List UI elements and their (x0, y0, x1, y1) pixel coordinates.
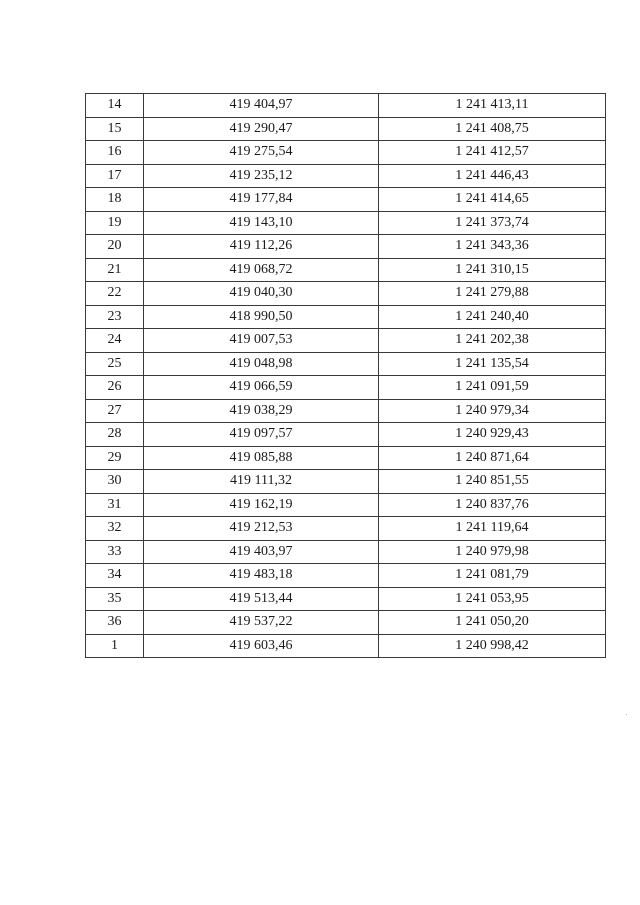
point-number-cell: 1 (86, 634, 144, 658)
table-row (86, 564, 606, 588)
table-row (86, 517, 606, 541)
point-number-cell: 30 (86, 470, 144, 494)
x-coordinate-cell: 419 143,10 (144, 211, 379, 235)
table-row (86, 305, 606, 329)
point-number-cell: 18 (86, 188, 144, 212)
point-number-cell: 28 (86, 423, 144, 447)
table-row (86, 282, 606, 306)
point-number-cell: 21 (86, 258, 144, 282)
y-coordinate-cell: 1 241 053,95 (379, 587, 606, 611)
y-coordinate-cell: 1 241 412,57 (379, 141, 606, 165)
point-number-cell: 16 (86, 141, 144, 165)
point-number-cell: 14 (86, 94, 144, 118)
x-coordinate-cell: 419 235,12 (144, 164, 379, 188)
point-number-cell: 20 (86, 235, 144, 259)
x-coordinate-cell: 418 990,50 (144, 305, 379, 329)
point-number-cell: 29 (86, 446, 144, 470)
y-coordinate-cell: 1 241 119,64 (379, 517, 606, 541)
point-number-cell: 34 (86, 564, 144, 588)
y-coordinate-cell: 1 241 413,11 (379, 94, 606, 118)
y-coordinate-cell: 1 241 202,38 (379, 329, 606, 353)
point-number-cell: 32 (86, 517, 144, 541)
x-coordinate-cell: 419 404,97 (144, 94, 379, 118)
table-row (86, 352, 606, 376)
y-coordinate-cell: 1 240 979,98 (379, 540, 606, 564)
table-row (86, 423, 606, 447)
table-row (86, 376, 606, 400)
table-row (86, 117, 606, 141)
point-number-cell: 25 (86, 352, 144, 376)
table-row (86, 399, 606, 423)
y-coordinate-cell: 1 241 050,20 (379, 611, 606, 635)
y-coordinate-cell: 1 240 871,64 (379, 446, 606, 470)
table-row (86, 235, 606, 259)
x-coordinate-cell: 419 290,47 (144, 117, 379, 141)
scan-speck (626, 714, 627, 715)
table-row (86, 329, 606, 353)
y-coordinate-cell: 1 241 373,74 (379, 211, 606, 235)
point-number-cell: 27 (86, 399, 144, 423)
table-row (86, 164, 606, 188)
point-number-cell: 33 (86, 540, 144, 564)
x-coordinate-cell: 419 403,97 (144, 540, 379, 564)
point-number-cell: 19 (86, 211, 144, 235)
y-coordinate-cell: 1 241 446,43 (379, 164, 606, 188)
point-number-cell: 31 (86, 493, 144, 517)
x-coordinate-cell: 419 162,19 (144, 493, 379, 517)
table-row (86, 188, 606, 212)
point-number-cell: 17 (86, 164, 144, 188)
point-number-cell: 24 (86, 329, 144, 353)
table-row (86, 94, 606, 118)
x-coordinate-cell: 419 513,44 (144, 587, 379, 611)
y-coordinate-cell: 1 241 310,15 (379, 258, 606, 282)
point-number-cell: 22 (86, 282, 144, 306)
x-coordinate-cell: 419 603,46 (144, 634, 379, 658)
y-coordinate-cell: 1 241 135,54 (379, 352, 606, 376)
point-number-cell: 23 (86, 305, 144, 329)
table-row (86, 470, 606, 494)
table-row (86, 446, 606, 470)
x-coordinate-cell: 419 483,18 (144, 564, 379, 588)
x-coordinate-cell: 419 068,72 (144, 258, 379, 282)
point-number-cell: 36 (86, 611, 144, 635)
x-coordinate-cell: 419 048,98 (144, 352, 379, 376)
x-coordinate-cell: 419 040,30 (144, 282, 379, 306)
y-coordinate-cell: 1 241 414,65 (379, 188, 606, 212)
x-coordinate-cell: 419 212,53 (144, 517, 379, 541)
y-coordinate-cell: 1 241 408,75 (379, 117, 606, 141)
x-coordinate-cell: 419 275,54 (144, 141, 379, 165)
y-coordinate-cell: 1 240 837,76 (379, 493, 606, 517)
y-coordinate-cell: 1 240 979,34 (379, 399, 606, 423)
table-row (86, 141, 606, 165)
y-coordinate-cell: 1 240 998,42 (379, 634, 606, 658)
x-coordinate-cell: 419 085,88 (144, 446, 379, 470)
y-coordinate-cell: 1 240 851,55 (379, 470, 606, 494)
table-row (86, 211, 606, 235)
y-coordinate-cell: 1 241 081,79 (379, 564, 606, 588)
x-coordinate-cell: 419 097,57 (144, 423, 379, 447)
table-row (86, 493, 606, 517)
y-coordinate-cell: 1 241 279,88 (379, 282, 606, 306)
table-row (86, 611, 606, 635)
coordinates-table (85, 93, 606, 658)
x-coordinate-cell: 419 111,32 (144, 470, 379, 494)
x-coordinate-cell: 419 066,59 (144, 376, 379, 400)
x-coordinate-cell: 419 537,22 (144, 611, 379, 635)
table-row (86, 540, 606, 564)
x-coordinate-cell: 419 177,84 (144, 188, 379, 212)
y-coordinate-cell: 1 241 240,40 (379, 305, 606, 329)
table-row (86, 587, 606, 611)
point-number-cell: 26 (86, 376, 144, 400)
table-row (86, 634, 606, 658)
table-row (86, 258, 606, 282)
point-number-cell: 15 (86, 117, 144, 141)
coordinates-table-body (86, 94, 606, 658)
x-coordinate-cell: 419 007,53 (144, 329, 379, 353)
x-coordinate-cell: 419 112,26 (144, 235, 379, 259)
y-coordinate-cell: 1 241 091,59 (379, 376, 606, 400)
point-number-cell: 35 (86, 587, 144, 611)
x-coordinate-cell: 419 038,29 (144, 399, 379, 423)
y-coordinate-cell: 1 240 929,43 (379, 423, 606, 447)
y-coordinate-cell: 1 241 343,36 (379, 235, 606, 259)
